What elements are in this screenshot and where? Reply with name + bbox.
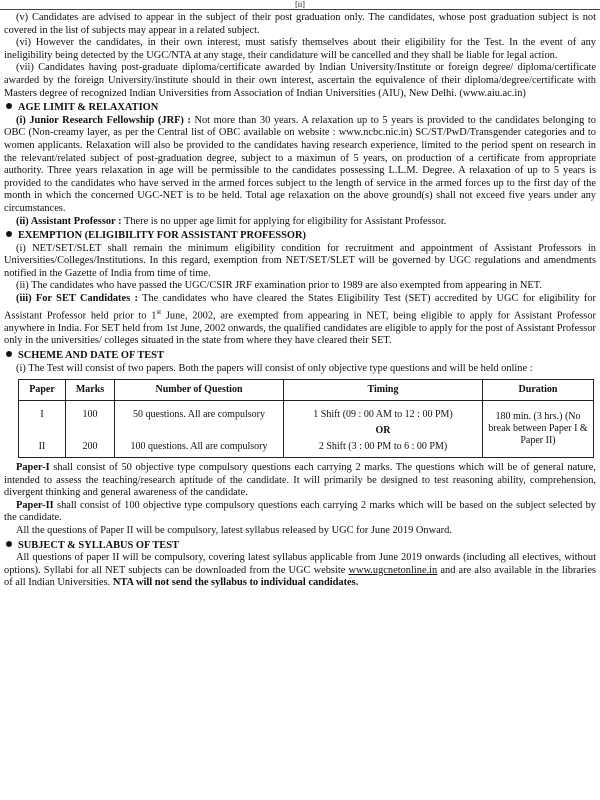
cell-marks: 200 (66, 439, 115, 458)
syllabus-text-a: All questions of paper II will be compulsory, covering latest syllabus applicable from June 2019 onwards (including all electives, without options). Syllabi for all NET subjects can be downloaded from the UGC website (4, 552, 596, 576)
table-row (19, 401, 594, 424)
cell-paper: II (19, 439, 66, 458)
paper1-label: Paper-I (16, 462, 50, 474)
paper2-label: Paper-II (16, 499, 54, 511)
paper2-text: shall consist of 100 objective type compulsory questions each carrying 2 marks which will be based on the subject selected by the candidate. (4, 499, 596, 524)
cell-marks: 100 (66, 401, 115, 424)
jrf-label: (i) Junior Research Fellowship (JRF) : (16, 114, 191, 126)
exemption-item-i: (i) NET/SET/SLET shall remain the minimum eligibility condition for recruitment and appointment of Assistant Professors in Universities/Colleges/Institutions. In this regard, exemption from NET/SET/SLET will be governed by UGC regulations and amendments notified in the Gazette of India from time of time. (4, 242, 596, 279)
ap-label: (ii) Assistant Professor : (16, 215, 122, 227)
table-spacer-cell (115, 423, 284, 439)
col-duration: Duration (483, 380, 594, 401)
cell-timing-or: OR (284, 423, 483, 439)
col-marks: Marks (66, 380, 115, 401)
bullet-icon (6, 103, 12, 109)
jrf-text: Not more than 30 years. A relaxation up to 5 years is provided to the candidates belonging to OBC (Non-creamy layer, as per the Central list of OBC available on website : www.ncbc.nic.in) SC/ST/PwD/Transgender categories and to women applicants. Relaxation will also be provided to the candidates having research experience, limited to the period spent on research in the relevant/related subject of post-graduation degree, subject to a maximun of 5 years, on production of a certificate from appropriate authority. Three years relaxation in age will be permissible to the candidates possessing L.L.M. Degree. A relaxation of up to 5 years is provided to the candidates who have served in the armed forces subject to the length of service in the armed forces up to the first day of the month in which the concerned UGC-NET is to be held. Total age relaxation on the above ground(s) shall not exceed five years under any circumstances. (4, 114, 596, 214)
paper1-paragraph (4, 462, 596, 500)
syllabus-paragraph (4, 552, 596, 590)
document-body (4, 12, 596, 590)
col-questions: Number of Question (115, 380, 284, 401)
intro-item-v: (v) Candidates are advised to appear in the subject of their post graduation only. The candidates, whose post graduation subject is not covered in the list of subjects may appear in a related subject. (4, 12, 596, 36)
ap-text: There is no upper age limit for applying for eligibility for Assistant Professor. (123, 215, 447, 227)
age-ap-paragraph (4, 216, 596, 229)
exemption-heading-text: EXEMPTION (ELIGIBILITY FOR ASSISTANT PROFESSOR) (18, 230, 306, 242)
scheme-intro: (i) The Test will consist of two papers. Both the papers will consist of only objective type questions and will be held online : (16, 362, 533, 374)
bullet-icon (6, 541, 12, 547)
scheme-table (18, 379, 594, 458)
set-text-b: June, 2002, are exempted from appearing in NET, being eligible to apply for Assistant Professor anywhere in India. For SET held from 1st June, 2002 onwards, the qualified candidates are eligible to apply for the post of Assistant Professor only in the universities/ colleges situated in the state from where they have cleared their SET. (4, 310, 596, 347)
exemption-heading (4, 230, 596, 243)
paper1-text: shall consist of 50 objective type compulsory questions each carrying 2 marks. The questions which will be of general nature, intended to assess the teaching/research aptitude of the candidate. It will primarily be designed to test reasoning ability, comprehension, divergent thinking and general awareness of the candidate. (4, 462, 596, 499)
scheme-heading (4, 350, 596, 363)
cell-duration: 180 min. (3 hrs.) (No break between Paper I & Paper II) (483, 401, 594, 458)
exemption-item-ii: (ii) The candidates who have passed the UGC/CSIR JRF examination prior to 1989 are also exempted from appearing in NET. (16, 280, 542, 292)
page-number: [ii] (0, 0, 600, 9)
scheme-heading-text: SCHEME AND DATE OF TEST (18, 349, 164, 361)
cell-questions: 50 questions. All are compulsory (115, 401, 284, 424)
intro-item-vi: (vi) However the candidates, in their own interest, must satisfy themselves about their eligibility for the Test. In the event of any ineligibility being detected by the UGC/NTA at any stage, their candidature will be cancelled and they shall be liable for legal action. (4, 37, 596, 61)
age-jrf-paragraph (4, 115, 596, 216)
syllabus-heading-text: SUBJECT & SYLLABUS OF TEST (18, 539, 179, 551)
table-spacer-cell (19, 423, 66, 439)
cell-paper: I (19, 401, 66, 424)
table-spacer-cell (66, 423, 115, 439)
table-header-row (19, 380, 594, 401)
syllabus-heading (4, 540, 596, 553)
set-text-a: The candidates who have cleared the States Eligibility Test (SET) accredited by UGC for eligibility for Assistant Professor held prior to 1 (4, 293, 596, 322)
intro-item-vii: (vii) Candidates having post-graduate diploma/certificate awarded by Indian University/Institute or foreign degree/ diploma/certificate awarded by the foreign University/institute should in their own interest, ascertain the equivalence of their diploma/degree/certificate with Masters degree of recognized Indian Universities from Association of Indian Universities (AIU), New Delhi. (www.aiu.ac.in) (4, 62, 596, 99)
cell-questions: 100 questions. All are compulsory (115, 439, 284, 458)
all-questions-paragraph: All the questions of Paper II will be compulsory, latest syllabus released by UGC for June 2019 Onward. (16, 525, 452, 537)
cell-timing: 2 Shift (3 : 00 PM to 6 : 00 PM) (284, 439, 483, 458)
set-label: (iii) For SET Candidates : (16, 293, 138, 305)
col-timing: Timing (284, 380, 483, 401)
bullet-icon (6, 231, 12, 237)
age-heading (4, 102, 596, 115)
bullet-icon (6, 351, 12, 357)
col-paper: Paper (19, 380, 66, 401)
syllabus-text-b: and are also available in the libraries of all Indian Universities. (4, 564, 596, 589)
age-heading-text: AGE LIMIT & RELAXATION (18, 102, 159, 114)
paper2-paragraph (4, 500, 596, 525)
set-sup: st (156, 307, 162, 316)
exemption-item-iii (4, 293, 596, 348)
ugc-website-link[interactable]: www.ugcnetonline.in (348, 564, 438, 576)
cell-timing: 1 Shift (09 : 00 AM to 12 : 00 PM) (284, 401, 483, 424)
syllabus-notice: NTA will not send the syllabus to individual candidates. (112, 577, 359, 589)
